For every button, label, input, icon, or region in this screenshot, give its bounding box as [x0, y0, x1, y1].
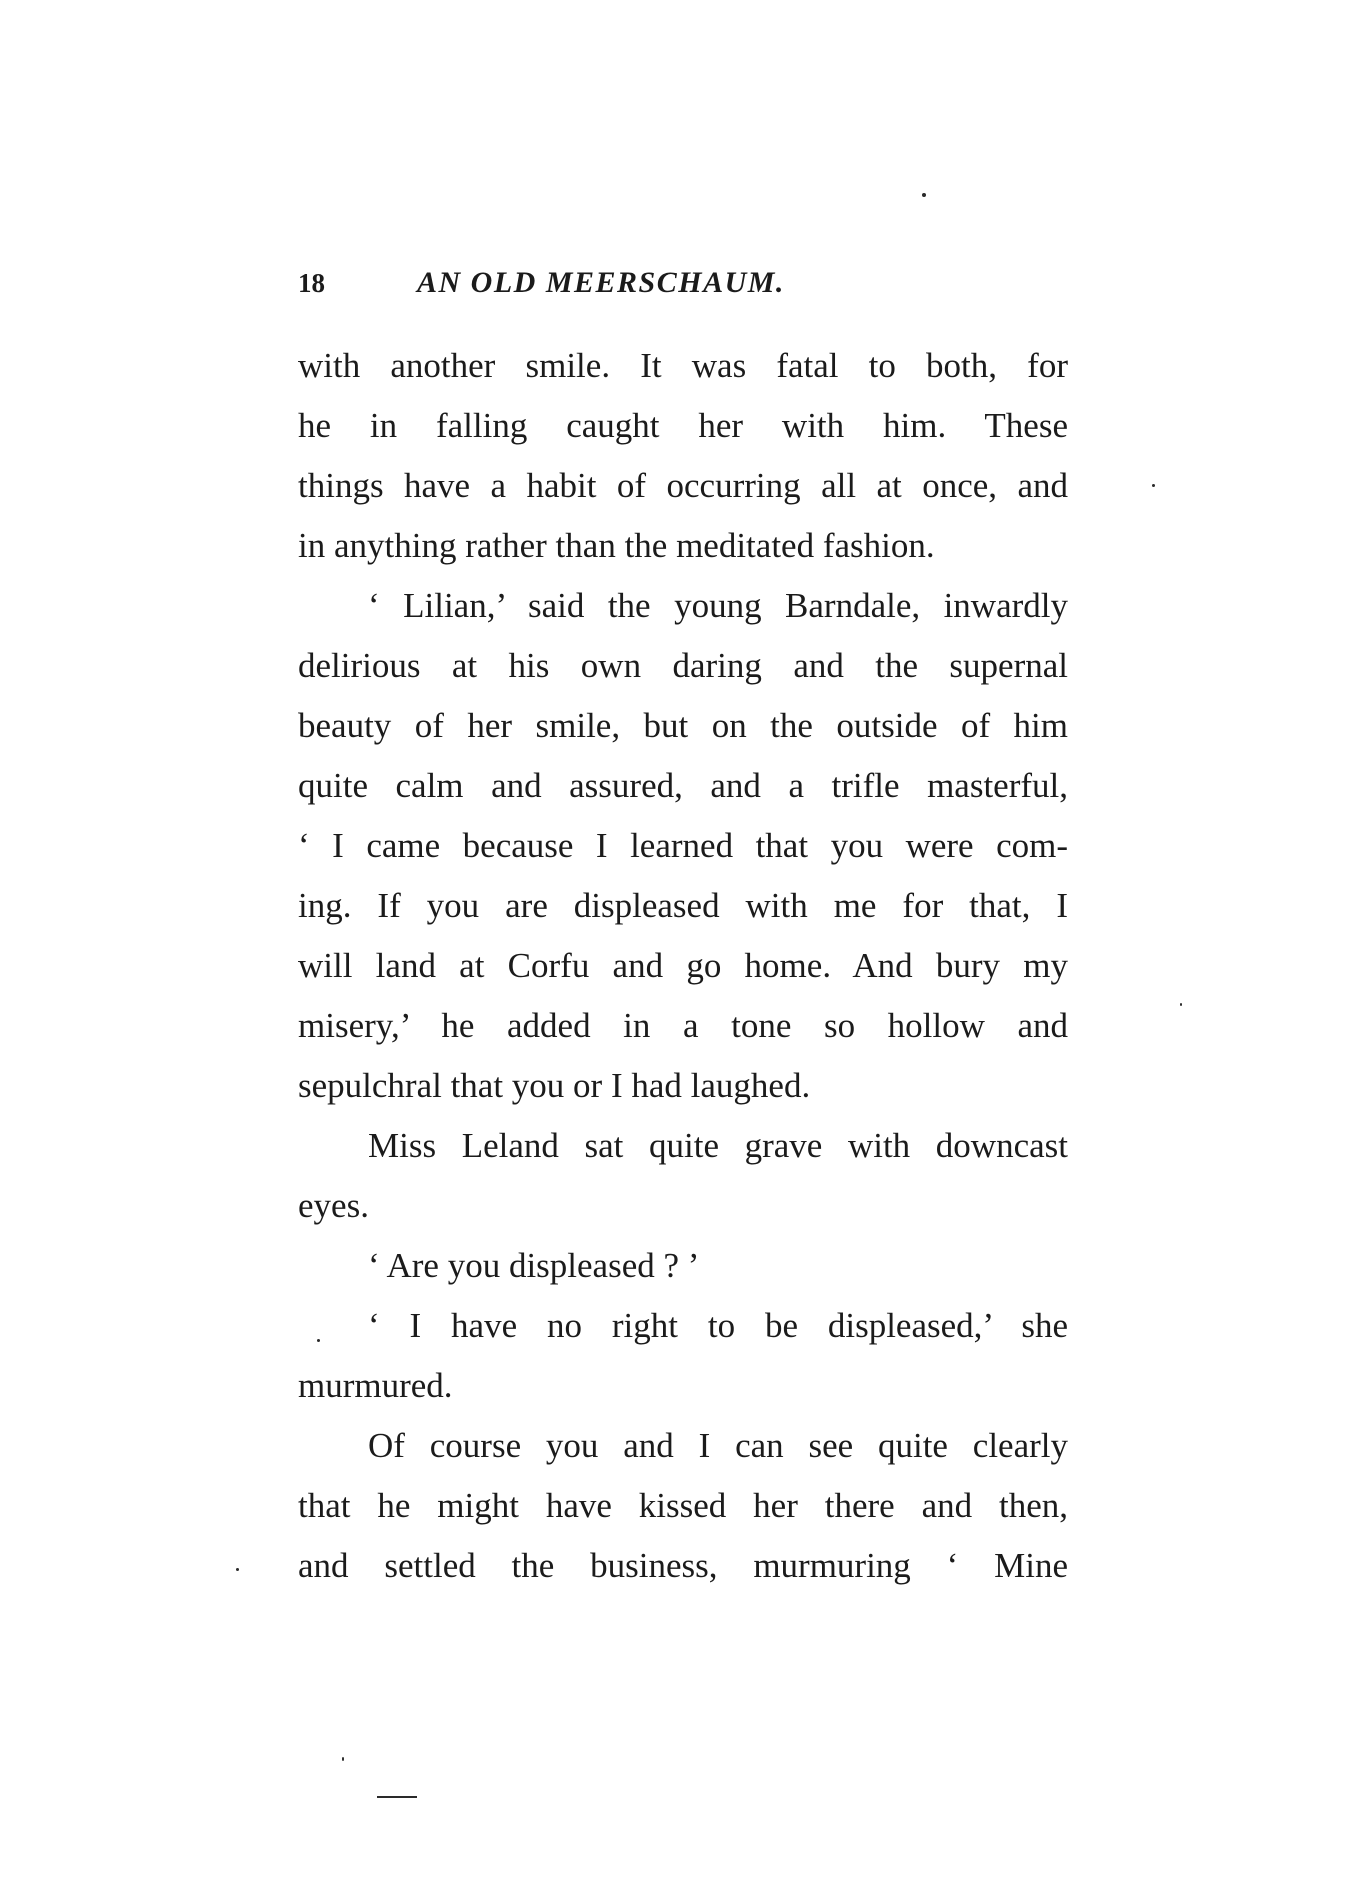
scan-speck [342, 1757, 344, 1761]
text-line: Of course you and I can see quite clearly [368, 1426, 1068, 1465]
text-line: with another smile. It was fatal to both, for [298, 346, 1068, 385]
text-line: murmured. [298, 1366, 453, 1405]
scan-speck [317, 1339, 320, 1342]
text-line: beauty of her smile, but on the outside of him [298, 706, 1068, 745]
text-line: ‘ Lilian,’ said the young Barndale, inwardly [368, 586, 1068, 625]
page-number: 18 [298, 268, 325, 298]
text-line: misery,’ he added in a tone so hollow and [298, 1006, 1068, 1045]
body-text [298, 336, 1068, 1596]
text-line: quite calm and assured, and a trifle masterful, [298, 766, 1068, 805]
scan-speck [236, 1568, 239, 1571]
text-line: will land at Corfu and go home. And bury my [298, 946, 1068, 985]
footer-rule [377, 1796, 417, 1798]
text-line: sepulchral that you or I had laughed. [298, 1066, 811, 1105]
text-line: ‘ I came because I learned that you were com- [298, 826, 1068, 865]
text-line: ‘ I have no right to be displeased,’ she [368, 1306, 1068, 1345]
text-line: and settled the business, murmuring ‘ Mine [298, 1546, 1068, 1585]
text-line: delirious at his own daring and the supernal [298, 646, 1068, 685]
scan-speck [1180, 1003, 1182, 1006]
text-line: things have a habit of occurring all at once, and [298, 466, 1068, 505]
text-line: that he might have kissed her there and then, [298, 1486, 1068, 1525]
running-head [298, 268, 1078, 308]
text-line: eyes. [298, 1186, 369, 1225]
text-line: ing. If you are displeased with me for that, I [298, 886, 1068, 925]
text-line: in anything rather than the meditated fashion. [298, 526, 935, 565]
scan-speck [922, 193, 926, 197]
text-line: Miss Leland sat quite grave with downcast [368, 1126, 1068, 1165]
text-line: ‘ Are you displeased ? ’ [368, 1246, 700, 1285]
running-title: AN OLD MEERSCHAUM. [417, 266, 785, 299]
scan-speck [1152, 484, 1155, 487]
text-line: he in falling caught her with him. These [298, 406, 1068, 445]
